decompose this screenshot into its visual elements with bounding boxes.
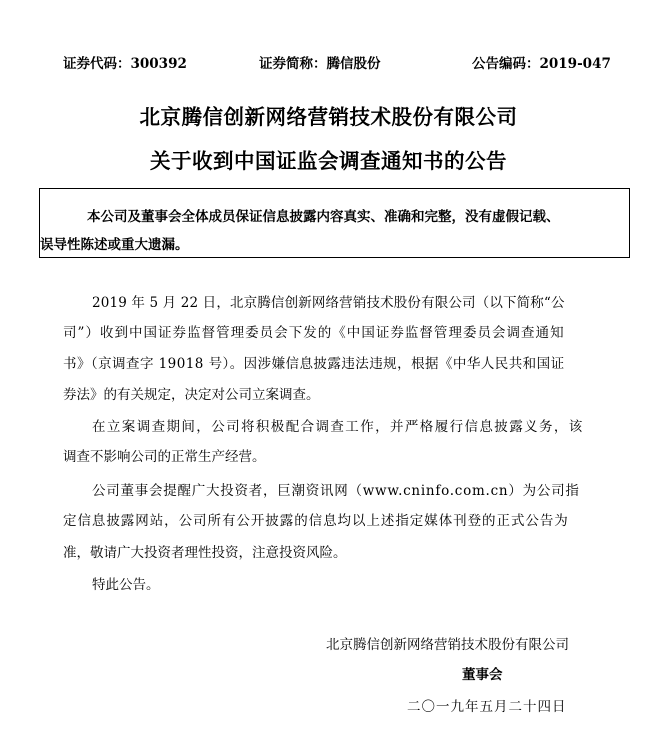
announcement-title: 关于收到中国证监会调查通知书的公告 <box>150 149 507 173</box>
body-line: 书》（京调查字 19018 号）。因涉嫌信息披露违法违规，根据《中华人民共和国证 <box>63 356 565 372</box>
signature-company: 北京腾信创新网络营销技术股份有限公司 <box>326 637 569 653</box>
signature-board: 董事会 <box>462 667 503 683</box>
stock-short-name: 证券简称：腾信股份 <box>259 56 381 72</box>
signature-date: 二〇一九年五月二十四日 <box>407 699 567 715</box>
body-line: 公司董事会提醒广大投资者，巨潮资讯网（www.cninfo.com.cn）为公司指 <box>92 483 580 499</box>
stock-code: 证券代码：300392 <box>63 56 187 72</box>
body-line: 在立案调查期间，公司将积极配合调查工作，并严格履行信息披露义务，该 <box>92 419 584 435</box>
body-line: 司”）收到中国证券监督管理委员会下发的《中国证券监督管理委员会调查通知 <box>63 325 565 341</box>
body-line: 券法》的有关规定，决定对公司立案调查。 <box>63 387 320 403</box>
company-title: 北京腾信创新网络营销技术股份有限公司 <box>139 105 518 129</box>
closing-line: 特此公告。 <box>92 577 160 593</box>
disclaimer-line: 误导性陈述或重大遗漏。 <box>40 237 189 253</box>
announcement-number: 公告编码：2019-047 <box>472 56 611 72</box>
body-line: 定信息披露网站，公司所有公开披露的信息均以上述指定媒体刊登的正式公告为 <box>63 513 569 529</box>
body-line: 准，敬请广大投资者理性投资，注意投资风险。 <box>63 545 347 561</box>
body-line: 2019 年 5 月 22 日，北京腾信创新网络营销技术股份有限公司（以下简称“公 <box>92 295 565 311</box>
disclaimer-box <box>39 188 630 258</box>
body-line: 调查不影响公司的正常生产经营。 <box>63 449 266 465</box>
disclaimer-line: 本公司及董事会全体成员保证信息披露内容真实、准确和完整，没有虚假记载、 <box>87 209 560 225</box>
